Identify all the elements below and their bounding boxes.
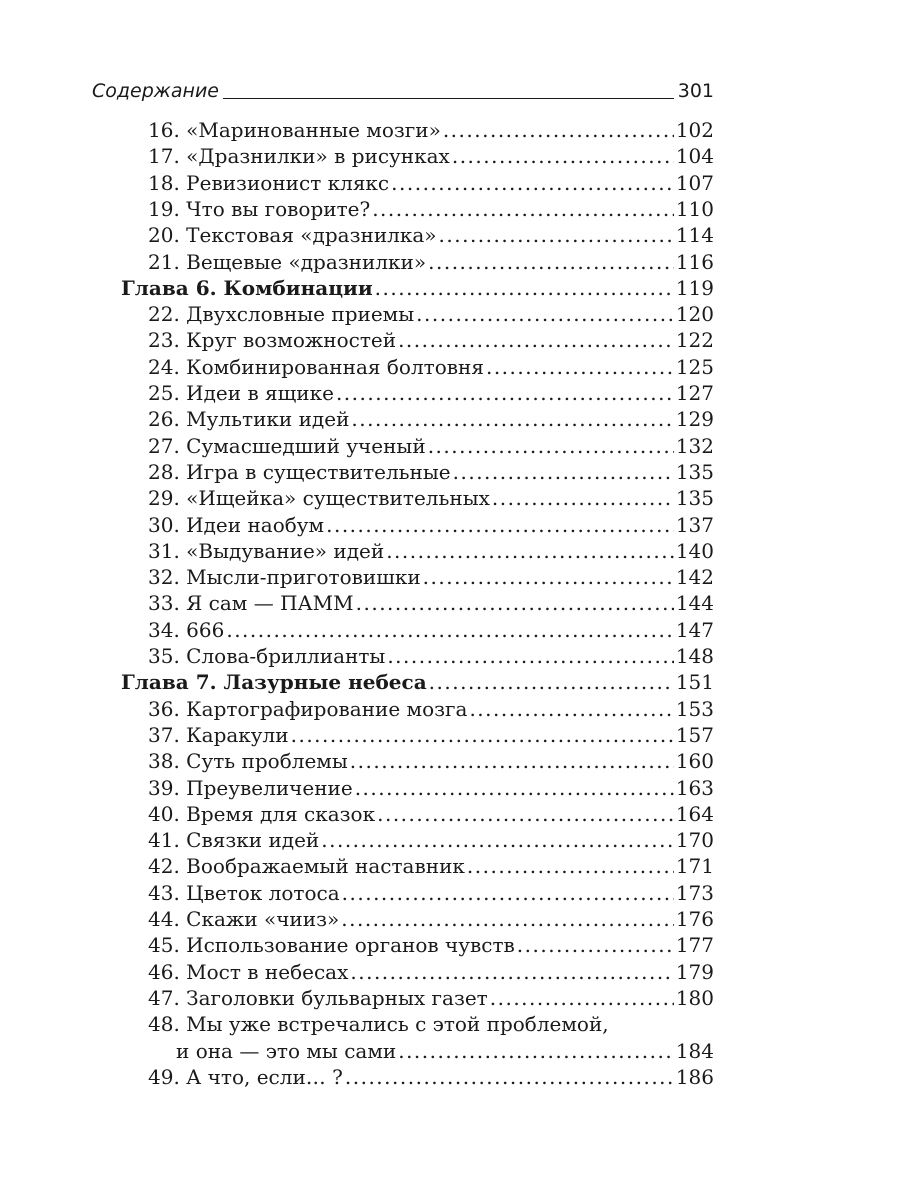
toc-entry-label: 28. Игра в существительные [148,459,451,484]
dot-leader [443,117,674,143]
toc-entry-label: 39. Преувеличение [148,775,353,800]
dot-leader [355,775,674,801]
toc-entry-page: 176 [675,907,714,931]
dot-leader [377,801,674,827]
toc-entry-page: 135 [675,459,714,484]
dot-leader [350,748,674,774]
toc-entry [0,459,900,485]
toc-entry [0,380,900,406]
toc-line [148,433,714,459]
toc-entry-page: 140 [675,538,714,563]
toc-entry-page: 171 [675,854,714,879]
toc-entry-label: 24. Комбинированная болтовня [148,354,484,379]
toc-entry-page: 184 [675,1038,714,1063]
toc-entry-label-continued: и она — это мы сами [176,1038,397,1063]
toc-entry-page: 177 [675,933,714,958]
dot-leader [469,696,673,722]
dot-leader [342,880,674,906]
toc-entry-label: 42. Воображаемый наставник [148,854,465,879]
toc-entry-label: 49. А что, если… ? [148,1064,343,1089]
toc-entry-page: 122 [675,328,714,353]
toc-entry [0,512,900,538]
dot-leader [341,906,674,932]
toc-entry-label: 21. Вещевые «дразнилки» [148,249,427,274]
toc-line [148,143,714,169]
toc-entry [0,932,900,958]
toc-entry-page: 180 [675,985,714,1010]
toc-line [148,380,714,406]
dot-leader [490,985,674,1011]
toc-line [148,117,714,143]
toc-entry-label: 26. Мультики идей [148,407,350,432]
toc-entry [0,696,900,722]
dot-leader [391,170,674,196]
toc-entry-page: 173 [675,880,714,905]
toc-line [148,249,714,275]
toc-line [148,853,714,879]
toc-line [148,406,714,432]
toc-line [148,696,714,722]
toc-entry [0,354,900,380]
toc-line [148,932,714,958]
toc-line [148,196,714,222]
toc-entry-page: 163 [675,775,714,800]
toc-entry-page: 132 [675,433,714,458]
toc-entry-page: 151 [675,670,714,695]
dot-leader [387,643,674,669]
toc-line [148,301,714,327]
dot-leader [439,222,674,248]
toc-chapter-label: Глава 7. Лазурные небеса [121,670,427,695]
toc-entry-page: 160 [675,749,714,774]
toc-line [148,643,714,669]
dot-leader [351,406,673,432]
toc-entry-label: 48. Мы уже встречались с этой проблемой, [148,1012,609,1037]
toc-entry-page: 120 [675,302,714,327]
toc-entry-page: 114 [675,223,714,248]
toc-entry [0,170,900,196]
toc-entry [0,143,900,169]
toc-entry [0,722,900,748]
toc-entry [0,1011,900,1037]
toc-entry [0,853,900,879]
toc-entry-label: 40. Время для сказок [148,801,376,826]
dot-leader [398,1038,674,1064]
section-title: Содержание [92,80,219,102]
toc-line [148,354,714,380]
toc-entry-page: 102 [675,118,714,142]
toc-line [148,1064,714,1090]
toc-entry [0,538,900,564]
toc-entry [0,775,900,801]
dot-leader [226,617,673,643]
dot-leader [452,143,674,169]
toc-entry-page: 153 [675,696,714,721]
toc-entry-label: 22. Двухсловные приемы [148,302,415,327]
toc-chapter [0,669,900,695]
toc-entry-label: 34. 666 [148,617,225,642]
toc-entry-label: 17. «Дразнилки» в рисунках [148,144,450,169]
toc-entry-page: 110 [675,196,714,221]
dot-leader [291,722,674,748]
toc-entry-page: 116 [675,249,714,274]
toc-line [148,722,714,748]
toc-entry-label: 18. Ревизионист клякс [148,170,390,195]
toc-entry [0,301,900,327]
toc-line [148,485,714,511]
dot-leader [467,853,674,879]
toc-entry [0,196,900,222]
toc-entry-label: 47. Заголовки бульварных газет [148,985,488,1010]
dot-leader [375,275,674,301]
toc-entry-label: 25. Идеи в ящике [148,381,334,405]
toc-entry-page: 135 [675,486,714,511]
toc-line [148,222,714,248]
toc-entry-page: 119 [675,275,714,300]
toc-line [148,906,714,932]
toc-entry [0,748,900,774]
toc-entry [0,1064,900,1090]
dot-leader [345,1064,674,1090]
toc-entry [0,617,900,643]
toc-line [148,801,714,827]
toc-line [148,985,714,1011]
toc-line [176,1038,714,1064]
toc-entry-label: 16. «Маринованные мозги» [148,118,441,142]
toc-line [148,564,714,590]
toc-line [148,538,714,564]
toc-entry-page: 157 [675,722,714,747]
toc-entry-continuation [0,1038,900,1064]
dot-leader [386,538,674,564]
toc-line [148,827,714,853]
dot-leader [429,669,674,695]
dot-leader [428,433,674,459]
toc-line [121,669,714,695]
toc-entry [0,327,900,353]
toc-entry-page: 186 [675,1064,714,1089]
toc-entry-page: 164 [675,801,714,826]
toc-entry-page: 179 [675,959,714,984]
toc-entry [0,801,900,827]
toc-entry [0,880,900,906]
toc-entry [0,222,900,248]
toc-entry-page: 147 [675,617,714,642]
toc-entry-label: 27. Сумасшедший ученый [148,433,426,458]
toc-entry [0,985,900,1011]
dot-leader [350,959,673,985]
toc-entry [0,433,900,459]
toc-entry [0,643,900,669]
toc-entry-label: 33. Я сам — ПАММ [148,591,354,616]
toc-entry-page: 137 [675,512,714,537]
toc-entry [0,249,900,275]
dot-leader [423,564,674,590]
toc-entry-page: 170 [675,828,714,853]
toc-entry [0,827,900,853]
toc-line [148,617,714,643]
toc-entry-page: 144 [675,591,714,616]
toc-chapter [0,275,900,301]
toc-entry-label: 35. Слова-бриллианты [148,644,386,668]
toc-entry-label: 32. Мысли-приготовишки [148,565,421,590]
toc-entry [0,485,900,511]
dot-leader [492,485,674,511]
dot-leader [453,459,674,485]
toc-line [148,459,714,485]
dot-leader [336,380,674,406]
header-rule [223,98,674,99]
toc-entry-label: 20. Текстовая «дразнилка» [148,223,437,248]
toc-entry-page: 125 [675,354,714,379]
toc-entry-page: 142 [675,565,714,590]
toc-entry [0,117,900,143]
dot-leader [517,932,674,958]
toc-entry [0,564,900,590]
toc-entry-label: 46. Мост в небесах [148,959,349,984]
toc-entry-label: 38. Суть проблемы [148,749,348,774]
toc-entry-page: 107 [675,170,714,195]
toc-entry-label: 29. «Ищейка» существительных [148,486,490,511]
toc-entry-page: 127 [675,381,714,405]
dot-leader [398,327,674,353]
toc-entry-label: 36. Картографирование мозга [148,696,468,721]
toc-entry-label: 43. Цветок лотоса [148,880,340,905]
toc-entry-label: 23. Круг возможностей [148,328,397,353]
toc-chapter-label: Глава 6. Комбинации [121,275,373,300]
toc-entry [0,406,900,432]
dot-leader [486,354,674,380]
dot-leader [326,512,674,538]
toc-line [148,880,714,906]
toc-entry [0,906,900,932]
dot-leader [356,590,674,616]
toc-entry-label: 19. Что вы говорите? [148,196,371,221]
toc-line [148,959,714,985]
toc-entry-label: 37. Каракули [148,722,289,747]
toc-entry [0,590,900,616]
toc-entry-label: 44. Скажи «чииз» [148,907,340,931]
toc-entry-page: 148 [675,644,714,668]
toc-entry-label: 41. Связки идей [148,828,320,853]
running-header [92,74,714,102]
toc-entry-label: 45. Использование органов чувств [148,933,515,958]
toc-line [148,170,714,196]
page-number: 301 [677,80,714,102]
toc-entry [0,959,900,985]
dot-leader [416,301,674,327]
toc-line [148,512,714,538]
toc-entry-page: 104 [675,144,714,169]
toc-line [148,775,714,801]
toc-entry-page: 129 [675,407,714,432]
toc-entry-label: 31. «Выдувание» идей [148,538,385,563]
dot-leader [428,249,674,275]
toc-entry-label: 30. Идеи наобум [148,512,325,537]
toc-line [148,327,714,353]
toc-line [148,748,714,774]
dot-leader [321,827,674,853]
toc-line [121,275,714,301]
toc-line [148,590,714,616]
dot-leader [372,196,674,222]
